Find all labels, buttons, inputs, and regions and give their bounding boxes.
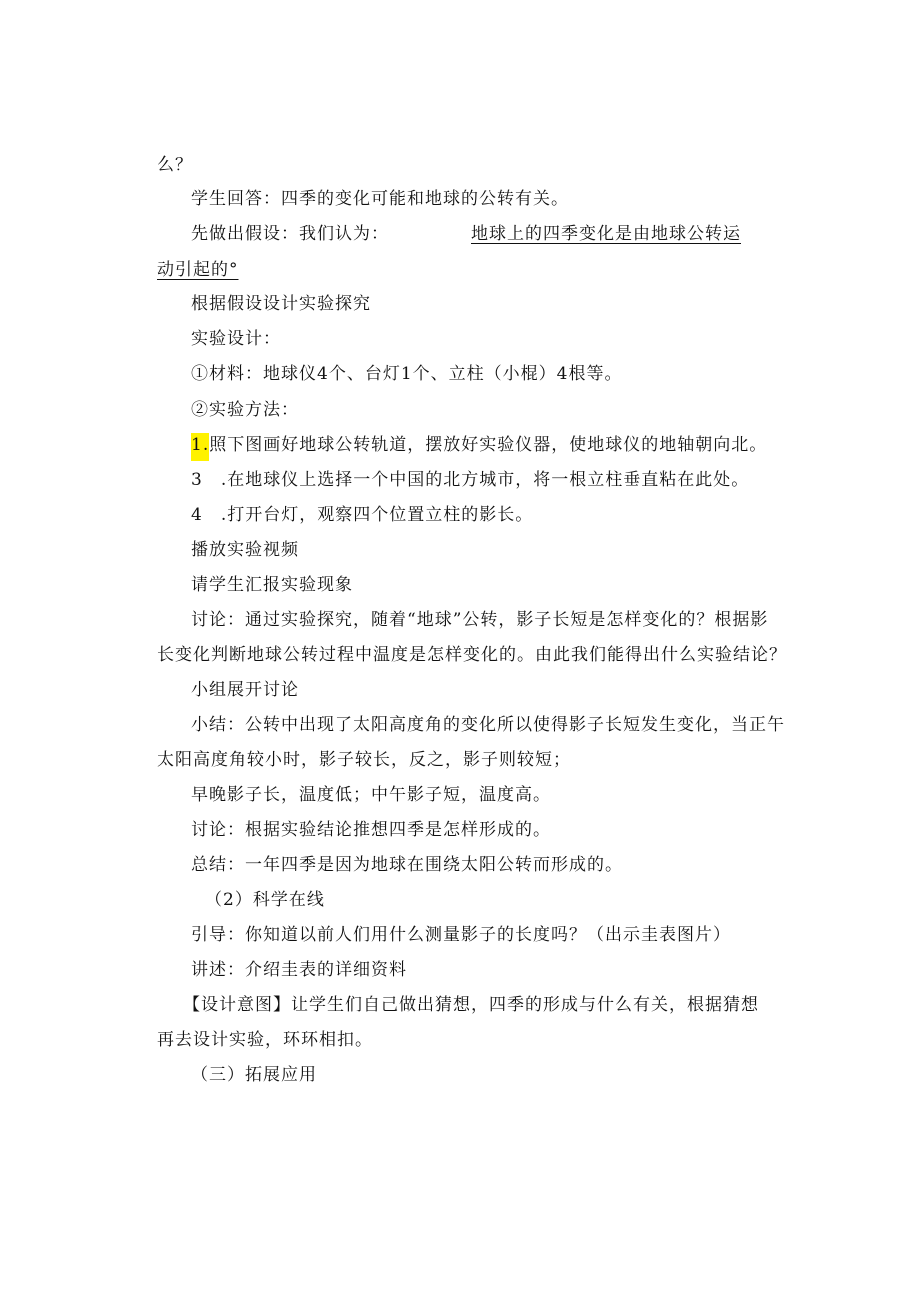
section-heading: （三）拓展应用: [191, 1065, 317, 1085]
text-line: 学生回答：四季的变化可能和地球的公转有关。: [191, 189, 569, 209]
step-line: 4 .打开台灯，观察四个位置立柱的影长。: [191, 505, 534, 525]
text-line: 根据假设设计实验探究: [191, 294, 371, 314]
text-line: 播放实验视频: [191, 540, 299, 560]
text-line: 实验设计：: [191, 329, 281, 349]
text-line: 么？: [157, 155, 193, 175]
hypothesis-continuation: 动引起的°: [157, 260, 239, 280]
step-text: 照下图画好地球公转轨道，摆放好实验仪器，使地球仪的地轴朝向北。: [209, 435, 768, 455]
summary-continuation: 太阳高度角较小时，影子较长，反之，影子则较短；: [157, 750, 571, 770]
text-line: 早晚影子长，温度低；中午影子短，温度高。: [191, 785, 551, 805]
highlighted-step-number: 1.: [191, 433, 209, 461]
text-line: 讨论：根据实验结论推想四季是怎样形成的。: [191, 820, 551, 840]
materials-line: ①材料：地球仪4个、台灯1个、立柱（小棍）4根等。: [191, 364, 623, 384]
conclusion-line: 总结：一年四季是因为地球在围绕太阳公转而形成的。: [191, 855, 623, 875]
hypothesis-underlined: 地球上的四季变化是由地球公转运: [471, 224, 741, 244]
design-intent-line: 【设计意图】让学生们自己做出猜想，四季的形成与什么有关，根据猜想: [183, 995, 759, 1015]
text-line: 小组展开讨论: [191, 680, 299, 700]
text-line: 讲述：介绍圭表的详细资料: [191, 960, 407, 980]
method-heading: ②实验方法：: [191, 400, 299, 420]
summary-line: 小结：公转中出现了太阳高度角的变化所以使得影子长短发生变化，当正午: [191, 715, 785, 735]
text-line: 请学生汇报实验现象: [191, 575, 353, 595]
section-heading: （2）科学在线: [205, 890, 325, 910]
hypothesis-prefix: 先做出假设：我们认为：: [191, 224, 389, 244]
step-line: 3 .在地球仪上选择一个中国的北方城市，将一根立柱垂直粘在此处。: [191, 470, 750, 490]
design-intent-continuation: 再去设计实验，环环相扣。: [157, 1030, 373, 1050]
step-line: [191, 433, 767, 457]
discussion-line: 讨论：通过实验探究，随着“地球”公转，影子长短是怎样变化的？根据影: [191, 610, 769, 630]
hypothesis-line: [191, 222, 741, 246]
discussion-continuation: 长变化判断地球公转过程中温度是怎样变化的。由此我们能得出什么实验结论？: [157, 645, 787, 665]
text-line: 引导：你知道以前人们用什么测量影子的长度吗？（出示圭表图片）: [191, 925, 731, 945]
